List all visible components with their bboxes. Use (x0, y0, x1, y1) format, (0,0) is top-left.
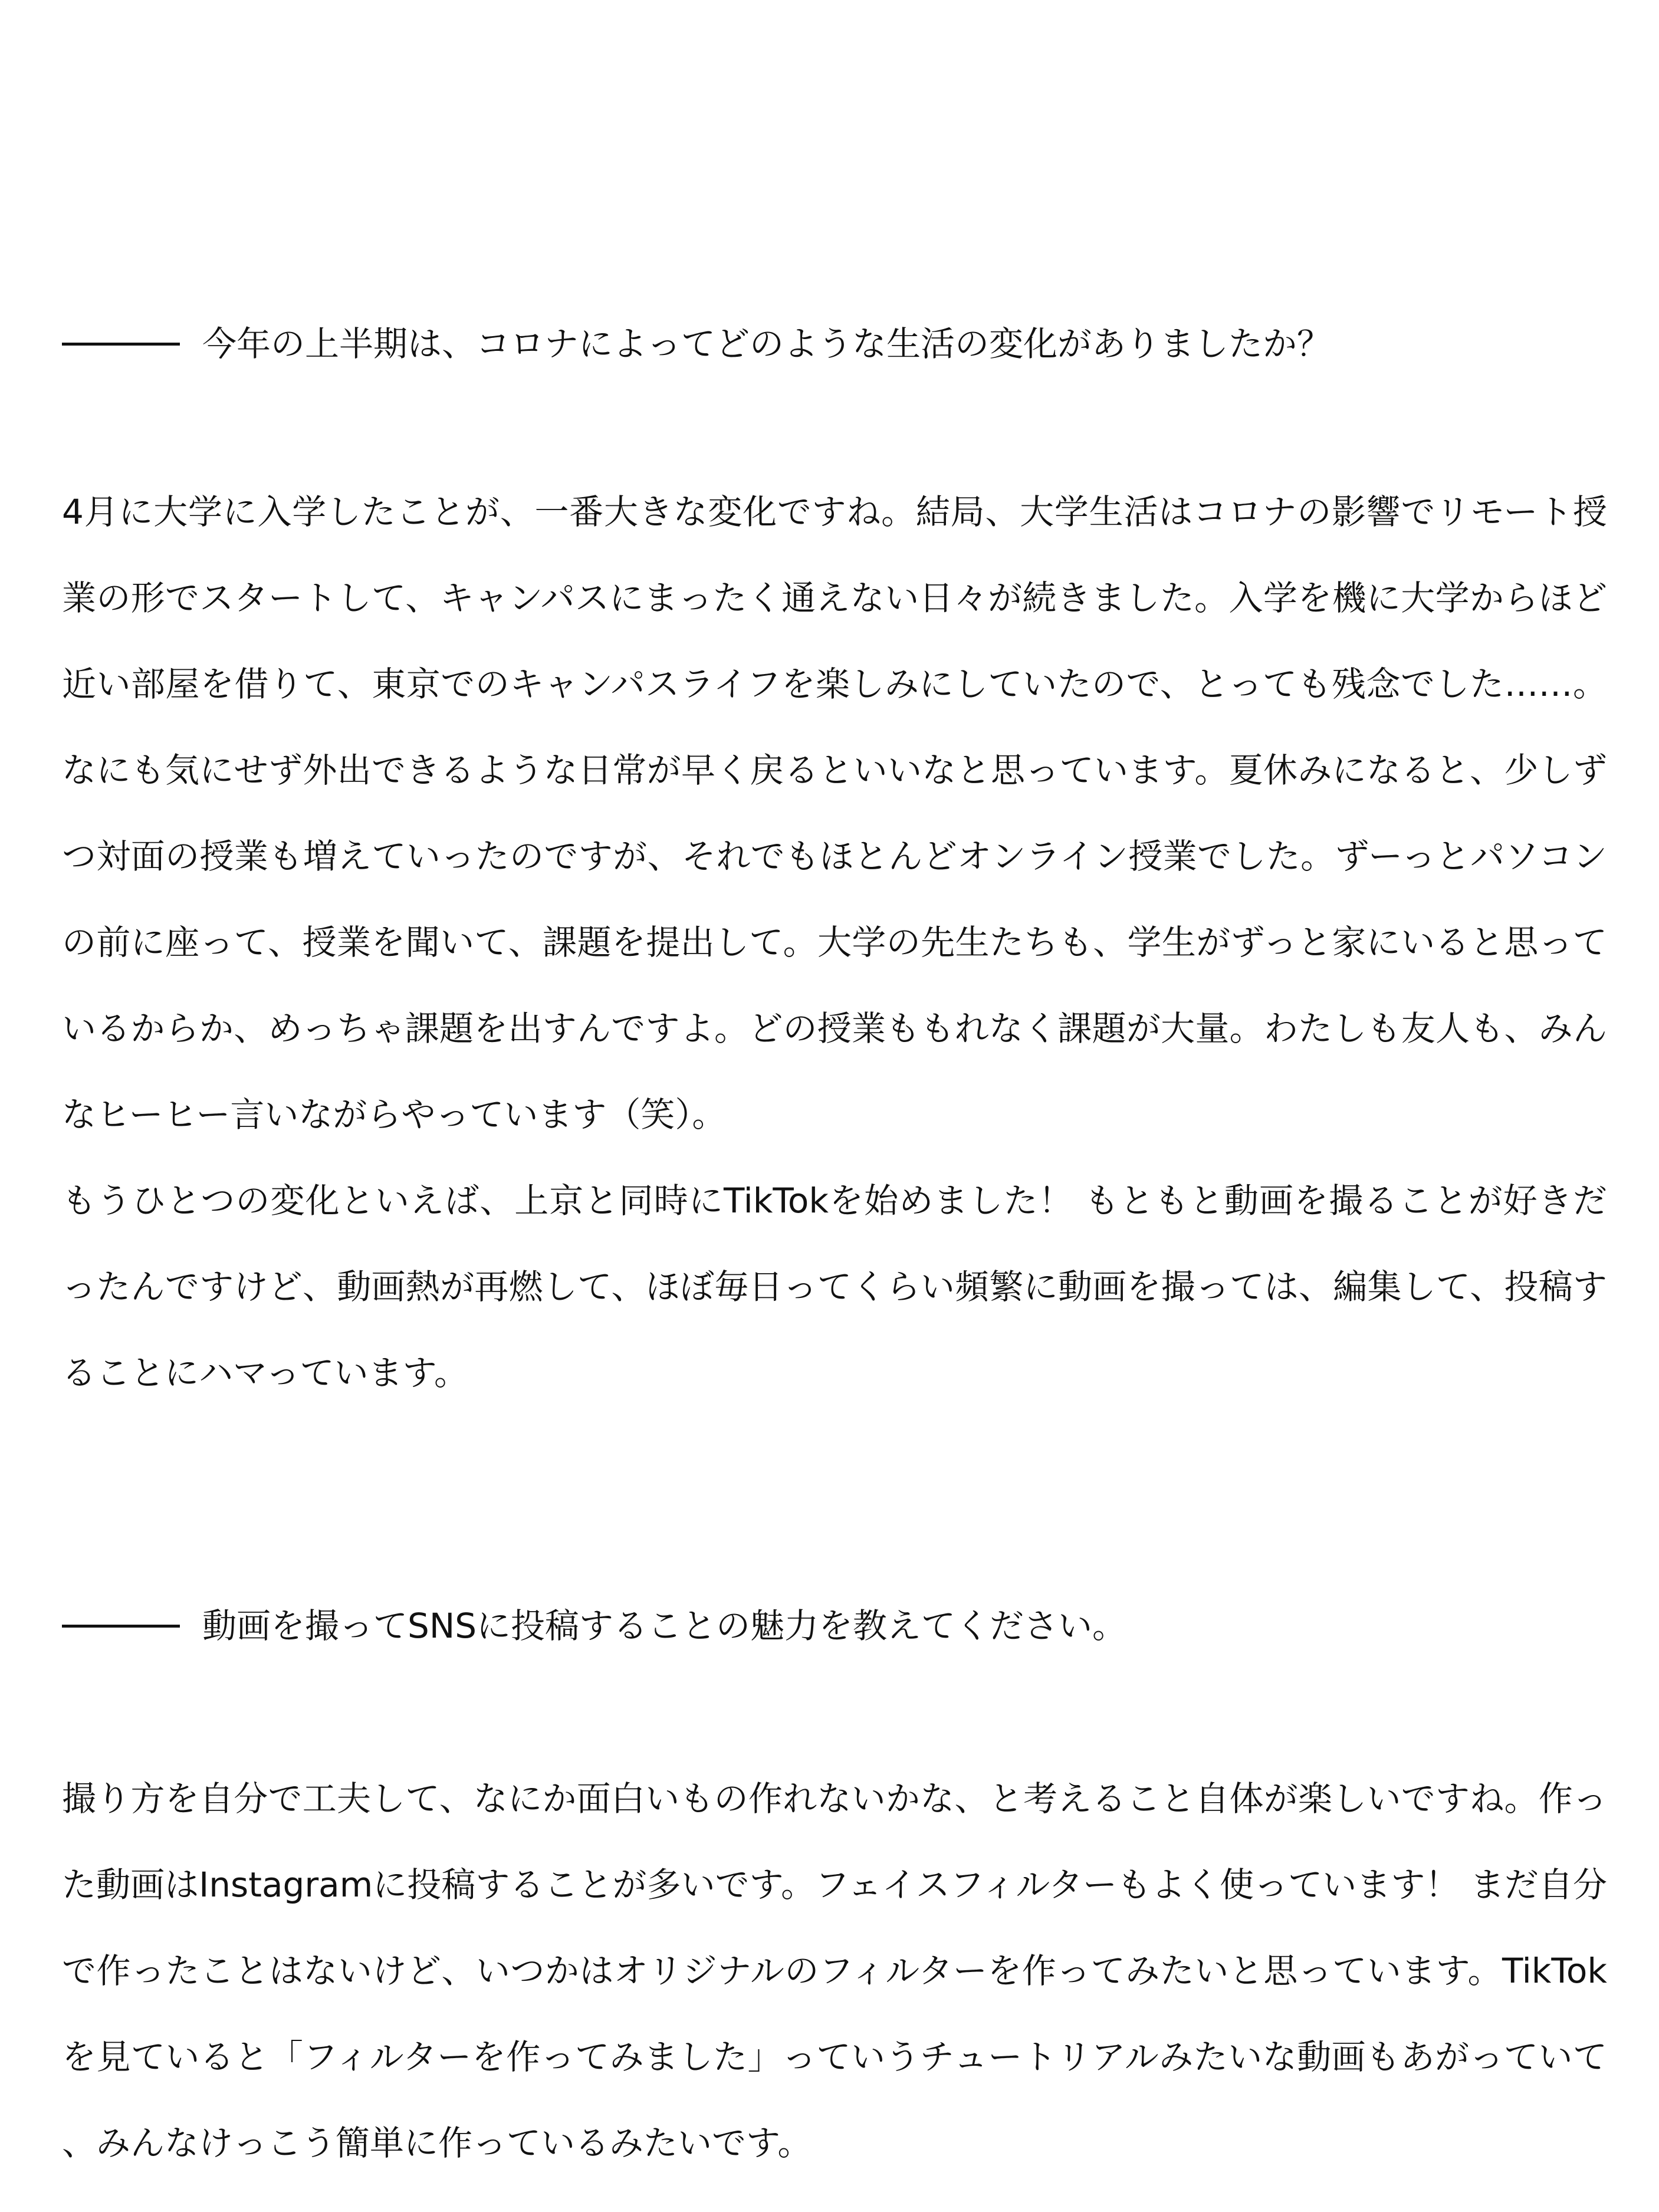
question-1-text: 今年の上半期は、コロナによってどのような生活の変化がありましたか？ (202, 324, 1332, 364)
answer-1-paragraph-2: もうひとつの変化といえば、上京と同時にTikTokを始めました！ もともと動画を撮ることが好きだったんですけど、動画熱が再燃して、ほぼ毎日ってくらい頻繁に動画を撮っては、編集して、投稿することにハマっています。 (62, 1181, 1607, 1393)
answer-2-paragraph-1: 撮り方を自分で工夫して、なにか面白いもの作れないかな、と考えること自体が楽しいですね。作った動画はInstagramに投稿することが多いです。フェイスフィルターもよく使っています！ まだ自分で作ったことはないけど、いつかはオリジナルのフィルターを作ってみたいと思っています。TikTokを見ていると「フィルターを作ってみました」っていうチュートリアルみたいな動画もあがっていて、みんなけっこう簡単に作っているみたいです。 (62, 1779, 1608, 2163)
interview-question-2 (62, 1606, 1127, 1646)
question-dash-rule (62, 1625, 180, 1628)
question-2-text: 動画を撮ってSNSに投稿することの魅力を教えてください。 (202, 1606, 1127, 1646)
article-body (62, 0, 1607, 2212)
interview-answer-1 (62, 469, 1607, 1416)
interview-question-1 (62, 324, 1332, 364)
question-dash-rule (62, 343, 180, 346)
interview-answer-2 (62, 1756, 1607, 2186)
answer-1-paragraph-1: 4月に大学に入学したことが、一番大きな変化ですね。結局、大学生活はコロナの影響でリモート授業の形でスタートして、キャンパスにまったく通えない日々が続きました。入学を機に大学からほど近い部屋を借りて、東京でのキャンパスライフを楽しみにしていたので、とっても残念でした……。なにも気にせず外出できるような日常が早く戻るといいなと思っています。夏休みになると、少しずつ対面の授業も増えていったのですが、それでもほとんどオンライン授業でした。ずーっとパソコンの前に座って、授業を聞いて、課題を提出して。大学の先生たちも、学生がずっと家にいると思っているからか、めっちゃ課題を出すんですよ。どの授業ももれなく課題が大量。わたしも友人も、みんなヒーヒー言いながらやっています（笑）。 (62, 492, 1607, 1135)
